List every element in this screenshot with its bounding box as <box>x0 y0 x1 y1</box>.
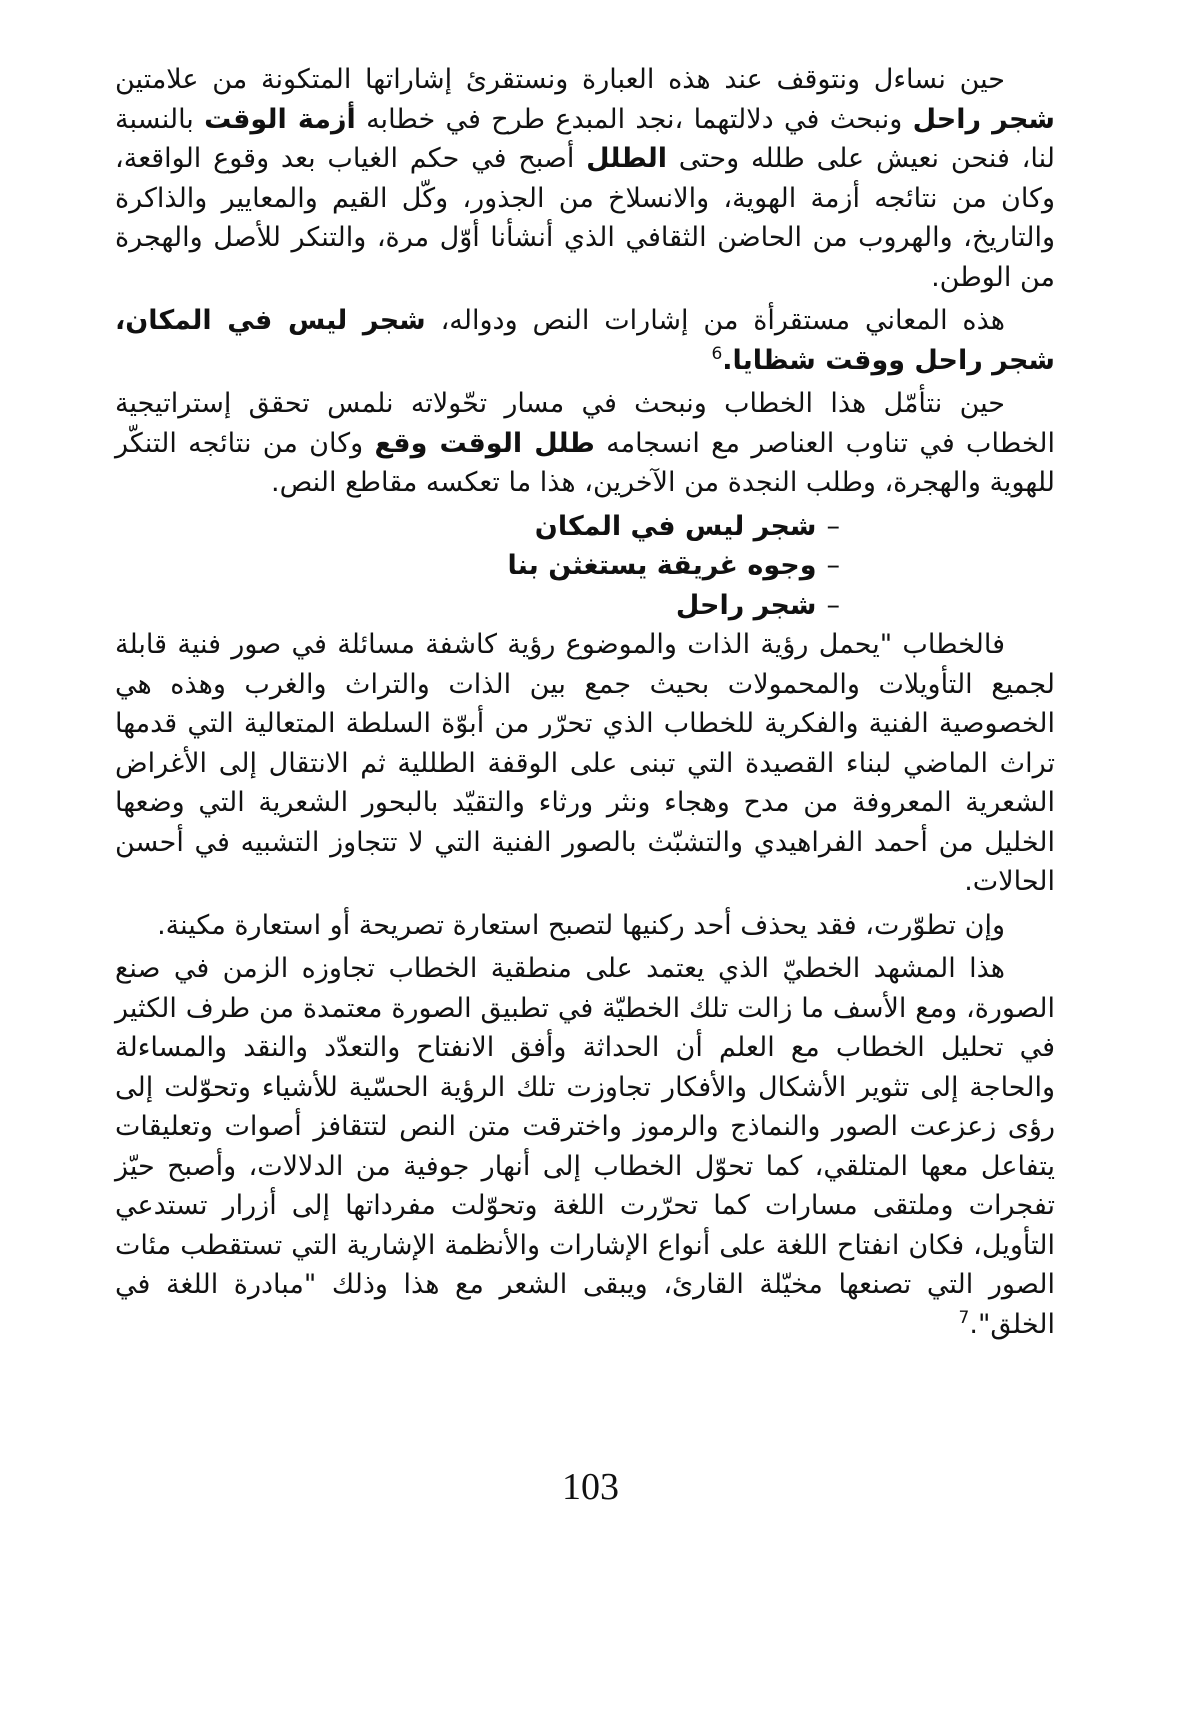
list-item <box>115 546 1055 586</box>
bold-phrase: الطلل <box>586 143 667 174</box>
list-item-text: وجوه غريقة يستغثن بنا <box>507 550 817 581</box>
dash-marker: – <box>826 550 840 581</box>
bold-phrase: شجر راحل <box>912 103 1055 135</box>
paragraph-4: فالخطاب "يحمل رؤية الذات والموضوع رؤية كاشفة مسائلة في صور فنية قابلة لجميع التأويلات والمحمولات بحيث جمع بين الذات والتراث والغرب وهذه هي الخصوصية الفنية والفكرية للخطاب الذي تحرّر من أبوّة السلطة المتعالية التي قدمها تراث الماضي لبناء القصيدة التي تبنى على الوقفة الطللية ثم الانتقال إلى الأغراض الشعرية المعروفة من مدح وهجاء ونثر ورثاء والتقيّد بالبحور الشعرية التي وضعها الخليل من أحمد الفراهيدي والتشبّث بالصور الفنية التي لا تتجاوز التشبيه في أحسن الحالات. <box>115 629 1055 897</box>
text-run: هذا المشهد الخطيّ الذي يعتمد على منطقية الخطاب تجاوزه الزمن في صنع الصورة، ومع الأسف ما زالت تلك الخطيّة في تطبيق الصورة معتمدة من طرف الكثير في تحليل الخطاب مع العلم أن الحداثة وأفق الانفتاح والتعدّد والنقد والمساءلة والحاجة إلى تثوير الأشكال والأفكار تجاوزت تلك الرؤية الحسّية للأشياء وتحوّلت إلى رؤى زعزعت الصور والنماذج والرموز واخترقت متن النص لتتقافز أصوات وتعليقات يتفاعل معها المتلقي، كما تحوّل الخطاب إلى أنهار جوفية من الدلالات، وأصبح حيّز تفجرات وملتقى مسارات كما تحرّرت اللغة وتحوّلت مفرداتها إلى أزرار تستدعي التأويل، فكان انفتاح اللغة على أنواع الإشارات والأنظمة الإشارية التي تستقطب مئات الصور التي تصنعها مخيّلة القارئ، ويبقى الشعر مع هذا وذلك "مبادرة اللغة في الخلق". <box>115 953 1055 1340</box>
text-run: ونبحث في دلالتهما ،نجد المبدع طرح في خطابه <box>355 103 913 135</box>
text-run: حين نتأمّل هذا الخطاب ونبحث في مسار تحّولاته نلمس تحقق إستراتيجية الخطاب في تناوب العناصر مع انسجامه <box>115 388 1056 459</box>
text-run: أصبح في حكم الغياب بعد وقوع الواقعة، وكان من نتائجه أزمة الهوية، والانسلاخ من الجذور، وكّل القيم والمعايير والذاكرة والتاريخ، والهروب من الحاضن الثقافي الذي أنشأنا أوّل مرة، والتنكر للأصل والهجرة من الوطن. <box>115 143 1055 293</box>
page-number: 103 <box>562 1466 619 1508</box>
text-run: هذه المعاني مستقرأة من إشارات النص ودواله، <box>425 305 1005 336</box>
bold-phrase: شجر ليس في المكان، شجر راحل ووقت شظايا <box>115 305 1055 376</box>
bold-phrase: أزمة الوقت <box>204 103 356 135</box>
list-item-text: شجر ليس في المكان <box>534 510 817 542</box>
list-item-text: شجر راحل <box>675 589 817 621</box>
body-text <box>115 60 1055 1348</box>
footnote-ref[interactable]: 6 <box>711 343 723 364</box>
text-run: حين نساءل ونتوقف عند هذه العبارة ونستقرئ إشاراتها المتكونة من علامتين <box>115 64 1005 95</box>
footnote-ref[interactable]: 7 <box>958 1307 970 1328</box>
dash-marker: – <box>826 589 840 621</box>
paragraph-2 <box>115 301 1055 380</box>
text-run: بالنسبة لنا، فنحن نعيش على طلله وحتى <box>115 103 1055 174</box>
bullet-list <box>115 507 1055 626</box>
paragraph-6 <box>115 949 1055 1344</box>
list-item <box>115 507 1055 547</box>
text-run: وكان من نتائجه التنكّر للهوية والهجرة، وطلب النجدة من الآخرين، هذا ما تعكسه مقاطع النص. <box>115 427 1055 498</box>
dash-marker: – <box>826 510 840 542</box>
text-run: . <box>722 344 733 376</box>
paragraph-5: وإن تطوّرت، فقد يحذف أحد ركنيها لتصبح استعارة تصريحة أو استعارة مكينة. <box>157 909 1005 941</box>
list-item <box>115 586 1055 626</box>
bold-phrase: طلل الوقت وقع <box>374 427 595 459</box>
paragraph-1 <box>115 60 1055 297</box>
paragraph-3 <box>115 384 1055 503</box>
